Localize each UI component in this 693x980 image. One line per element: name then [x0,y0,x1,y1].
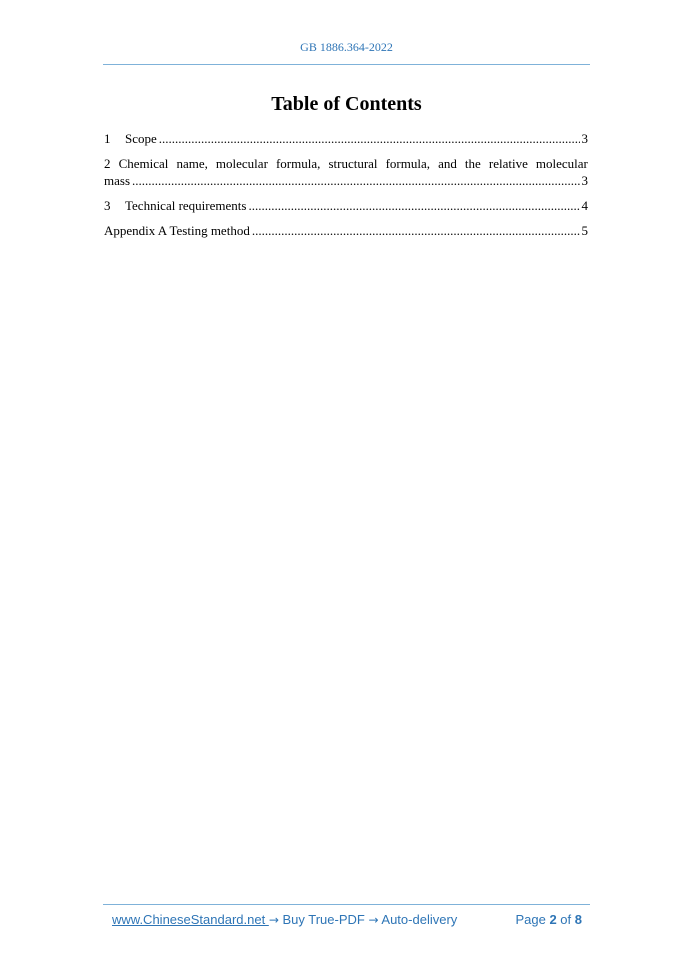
page-of: of [556,912,575,927]
toc-word: molecular [215,156,268,171]
dot-leader [252,222,580,239]
page-current: 2 [549,912,557,927]
page-total: 8 [574,912,582,927]
toc-entry-page: 5 [581,223,588,238]
dot-leader [132,172,580,189]
header-divider [103,64,590,65]
page-footer [112,912,582,927]
dot-leader [248,197,579,214]
toc-entry-label: Technical requirements [125,198,247,213]
arrow-right-icon: → [268,913,279,927]
page-number [515,912,582,927]
delivery-text: Auto-delivery [378,912,458,927]
toc-word: structural [328,156,378,171]
dot-leader [159,130,580,147]
toc-word: the [464,156,481,171]
footer-divider [103,904,590,905]
toc-entry-chemical-name[interactable] [104,155,588,189]
toc-entry-page: 3 [581,131,588,146]
toc-word: formula, [385,156,430,171]
toc-word: and [438,156,457,171]
toc-word: relative [488,156,528,171]
toc-word: molecular [535,156,588,171]
buy-text: Buy True-PDF [278,912,369,927]
toc-word: Chemical [118,156,169,171]
toc-entry-label-line2 [104,172,588,189]
toc-entry-label: mass [104,173,130,188]
arrow-right-icon: → [368,913,379,927]
toc-entry-label: Appendix A Testing method [104,223,250,238]
toc-entry-number: 3 [104,198,111,213]
page-prefix: Page [515,912,550,927]
footer-promo [112,912,457,927]
toc-entry-number: 1 [104,131,111,146]
toc-entry-scope[interactable] [104,130,588,147]
toc-entry-technical-requirements[interactable] [104,197,588,214]
toc-entry-page: 3 [581,173,588,188]
toc-word: name, [176,156,208,171]
toc-entry-appendix-a[interactable] [104,222,588,239]
site-link[interactable]: www.ChineseStandard.net [112,912,269,927]
toc-title: Table of Contents [271,93,422,115]
toc-word: formula, [275,156,321,171]
toc-entry-label-line1 [104,155,588,172]
toc-entry-page: 4 [581,198,588,213]
table-of-contents [104,130,588,247]
running-header: GB 1886.364-2022 [300,40,393,54]
toc-entry-label: Scope [125,131,157,146]
toc-entry-number: 2 [104,156,111,171]
